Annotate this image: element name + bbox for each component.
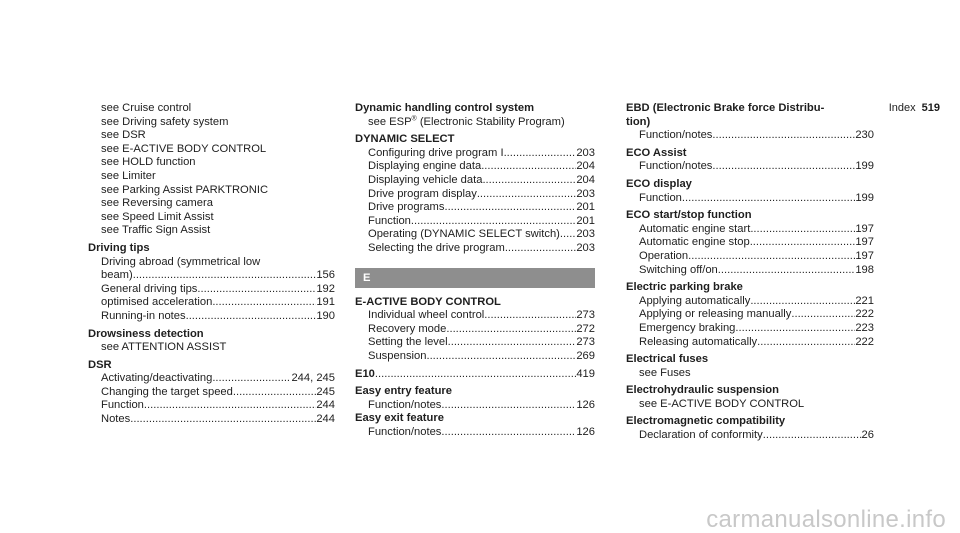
subentry-label: Recovery mode	[368, 322, 447, 335]
index-entry-dsr	[88, 359, 335, 427]
subentry[interactable]	[626, 264, 874, 278]
page-ref[interactable]: 244	[316, 413, 335, 426]
page-ref[interactable]: 272	[576, 322, 595, 335]
page-ref[interactable]: 26	[861, 429, 874, 442]
entry-heading: Electromagnetic compatibility	[626, 415, 786, 428]
page-ref[interactable]: 244	[316, 399, 335, 412]
entry-heading: Easy exit feature	[355, 412, 444, 425]
index-entry-driving-tips	[88, 242, 335, 324]
subentry[interactable]	[88, 372, 335, 386]
dot-leader	[560, 228, 576, 242]
subentry-label: Individual wheel control	[368, 309, 485, 322]
index-entry-ebd	[626, 102, 874, 143]
subentry-label: Setting the level	[368, 336, 448, 349]
page-ref[interactable]: 191	[316, 296, 335, 309]
page-ref[interactable]: 273	[576, 336, 595, 349]
page-ref[interactable]: 204	[576, 160, 595, 173]
watermark: carmanualsonline.info	[706, 506, 946, 533]
subentry[interactable]	[355, 174, 595, 188]
page-ref[interactable]: 156	[316, 269, 335, 282]
subentry-label: Drive programs	[368, 201, 445, 214]
dot-leader	[477, 188, 577, 202]
subentry[interactable]	[88, 386, 335, 400]
see-reference[interactable]: see Driving safety system	[101, 115, 229, 128]
dot-leader	[750, 223, 855, 237]
index-column-3	[626, 102, 874, 443]
subentry[interactable]	[355, 426, 595, 440]
subentry[interactable]	[355, 350, 595, 364]
page-header	[889, 102, 940, 116]
see-reference[interactable]: see Limiter	[101, 169, 156, 182]
subentry-label: Displaying engine data	[368, 160, 482, 173]
index-entry-e10	[355, 368, 595, 382]
entry-heading: EBD (Electronic Brake force Distribu-	[626, 102, 825, 114]
page-ref[interactable]: 198	[855, 263, 874, 276]
see-reference[interactable]: see Cruise control	[101, 102, 192, 114]
see-reference[interactable]	[355, 116, 595, 130]
subentry[interactable]	[88, 399, 335, 413]
registered-mark: ®	[411, 114, 417, 122]
page-ref[interactable]: 199	[855, 191, 874, 204]
subentry-label: Emergency braking	[639, 321, 736, 334]
subentry[interactable]	[626, 250, 874, 264]
index-entry-eco-start-stop	[626, 209, 874, 277]
subentry-label: Function	[101, 399, 144, 412]
subentry[interactable]	[355, 201, 595, 215]
dot-leader	[446, 323, 576, 337]
entry-heading: DSR	[88, 358, 112, 371]
see-reference[interactable]: see Reversing camera	[101, 197, 213, 210]
entry-heading: Electric parking brake	[626, 281, 743, 294]
dot-leader	[688, 250, 855, 264]
dot-leader	[441, 426, 576, 440]
page-ref[interactable]: 221	[855, 294, 874, 307]
page-ref[interactable]: 201	[576, 214, 595, 227]
index-entry-electrohydraulic	[626, 384, 874, 411]
entry-heading-continued: tion)	[626, 115, 651, 128]
dot-leader	[212, 372, 291, 386]
see-reference-text: (Electronic Stability Program)	[416, 115, 565, 128]
subentry-label: Running-in notes	[101, 309, 186, 322]
see-reference[interactable]: see Speed Limit Assist	[101, 210, 214, 223]
see-reference[interactable]: see E-ACTIVE BODY CONTROL	[639, 397, 805, 410]
dot-leader	[712, 160, 855, 174]
page-ref[interactable]: 197	[855, 236, 874, 249]
subentry-label: Function	[639, 191, 682, 204]
dot-leader	[411, 215, 576, 229]
see-reference[interactable]: see HOLD function	[101, 156, 196, 169]
dot-leader	[682, 192, 855, 206]
subentry[interactable]	[355, 215, 595, 229]
page-ref[interactable]: 269	[576, 349, 595, 362]
dot-leader	[481, 160, 576, 174]
dot-leader	[448, 336, 577, 350]
dot-leader	[484, 309, 576, 323]
dot-leader	[441, 399, 576, 413]
dot-leader	[130, 413, 316, 427]
subentry-label: Configuring drive program I	[368, 146, 504, 159]
dot-leader	[375, 368, 576, 382]
subentry-label: Changing the target speed	[101, 385, 233, 398]
page-ref[interactable]: 201	[576, 201, 595, 214]
entry-heading: Driving tips	[88, 241, 150, 254]
subentry-label: Releasing automatically	[639, 335, 758, 348]
page-ref[interactable]: 204	[576, 173, 595, 186]
see-reference[interactable]: see Parking Assist PARKTRONIC	[101, 183, 269, 196]
subentry[interactable]	[355, 242, 595, 256]
page-ref[interactable]: 199	[855, 160, 874, 173]
subentry-label: Automatic engine stop	[639, 236, 750, 249]
subentry-label: optimised acceleration	[101, 296, 213, 309]
subentry-label: Automatic engine start	[639, 222, 751, 235]
section-letter-bar: E	[355, 268, 595, 288]
dot-leader	[718, 264, 856, 278]
dot-leader	[763, 429, 862, 443]
page-ref[interactable]: 419	[576, 367, 595, 380]
subentry-label: beam)	[101, 269, 133, 282]
entry-heading: E10	[355, 367, 375, 380]
index-entry-drowsiness	[88, 328, 335, 355]
subentry[interactable]	[626, 236, 874, 250]
entry-heading: ECO start/stop function	[626, 209, 752, 222]
dot-leader	[791, 308, 855, 322]
subentry-label: Function/notes	[639, 160, 713, 173]
see-reference[interactable]: see DSR	[101, 129, 146, 142]
subentry[interactable]	[88, 283, 335, 297]
dot-leader	[757, 336, 855, 350]
see-reference[interactable]: see Fuses	[639, 366, 691, 379]
see-reference-text: see ESP	[368, 115, 412, 128]
entry-heading: Electrical fuses	[626, 353, 709, 366]
subentry-label: Function/notes	[368, 425, 442, 438]
dot-leader	[750, 236, 856, 250]
dot-leader	[482, 174, 576, 188]
index-entry-eco-assist	[626, 147, 874, 174]
page-ref[interactable]: 223	[855, 321, 874, 334]
subentry-label: Displaying vehicle data	[368, 173, 483, 186]
subentry[interactable]	[355, 160, 595, 174]
page-ref[interactable]: 203	[576, 146, 595, 159]
subentry-label: Function/notes	[368, 398, 442, 411]
page-ref[interactable]: 230	[855, 129, 874, 142]
page-ref[interactable]: 273	[576, 309, 595, 322]
subentry-label: Operating (DYNAMIC SELECT switch)	[368, 228, 560, 241]
subentry[interactable]	[88, 269, 335, 283]
dot-leader	[750, 295, 855, 309]
see-reference[interactable]: see Traffic Sign Assist	[101, 224, 211, 237]
page-ref[interactable]: 197	[855, 249, 874, 262]
dot-leader	[735, 322, 855, 336]
page-ref[interactable]: 190	[316, 309, 335, 322]
see-reference[interactable]: see ATTENTION ASSIST	[101, 341, 227, 354]
page-ref[interactable]: 245	[316, 385, 335, 398]
page-ref[interactable]: 244, 245	[291, 372, 335, 385]
subentry-wrap-text: Driving abroad (symmetrical low	[101, 255, 261, 268]
dot-leader	[444, 201, 576, 215]
subentry-label: Function	[368, 214, 411, 227]
index-entry-eco-display	[626, 178, 874, 205]
dot-leader	[426, 350, 576, 364]
subentry[interactable]	[355, 228, 595, 242]
index-entry-emc	[626, 415, 874, 442]
subentry[interactable]	[626, 429, 874, 443]
index-entry-parking-brake	[626, 281, 874, 349]
dot-leader	[712, 129, 855, 143]
page-ref[interactable]: 203	[576, 241, 595, 254]
index-entry-e-active	[355, 296, 595, 364]
entry-heading: Electrohydraulic suspension	[626, 384, 779, 397]
subentry[interactable]	[355, 309, 595, 323]
subentry-label: Applying automatically	[639, 294, 751, 307]
page-ref[interactable]: 203	[576, 187, 595, 200]
subentry[interactable]	[355, 399, 595, 413]
subentry-label: Notes	[101, 413, 131, 426]
page-ref[interactable]: 126	[576, 425, 595, 438]
subentry-label: Switching off/on	[639, 263, 718, 276]
subentry[interactable]	[626, 295, 874, 309]
index-entry-electrical-fuses	[626, 353, 874, 380]
dot-leader	[197, 283, 316, 297]
entry-heading: E-ACTIVE BODY CONTROL	[355, 295, 501, 308]
entry-heading: Drowsiness detection	[88, 327, 204, 340]
entry-heading: ECO display	[626, 177, 692, 190]
see-reference[interactable]: see E-ACTIVE BODY CONTROL	[101, 142, 267, 155]
page-ref[interactable]: 203	[576, 228, 595, 241]
subentry[interactable]	[626, 308, 874, 322]
page-ref[interactable]: 197	[855, 222, 874, 235]
subentry-label: General driving tips	[101, 282, 198, 295]
dot-leader	[212, 296, 316, 310]
dot-leader	[144, 399, 316, 413]
index-entry-dynamic-handling	[355, 102, 595, 129]
subentry[interactable]	[626, 192, 874, 206]
subentry[interactable]	[626, 129, 874, 143]
page-ref[interactable]: 222	[855, 335, 874, 348]
index-column-2	[355, 102, 595, 439]
dot-leader	[133, 269, 317, 283]
subentry[interactable]	[355, 336, 595, 350]
index-column-1	[88, 102, 335, 427]
page-number: 519	[921, 102, 940, 114]
index-entry-dynamic-select	[355, 133, 595, 255]
dot-leader	[505, 242, 577, 256]
subentry[interactable]	[626, 336, 874, 350]
entry-heading-with-page[interactable]	[355, 368, 595, 382]
header-title: Index	[888, 102, 916, 114]
entry-heading: ECO Assist	[626, 146, 687, 159]
dot-leader	[504, 147, 577, 161]
subentry[interactable]	[626, 160, 874, 174]
subentry[interactable]	[88, 413, 335, 427]
dot-leader	[186, 310, 317, 324]
subentry[interactable]	[355, 323, 595, 337]
page-ref[interactable]: 126	[576, 398, 595, 411]
subentry[interactable]	[355, 147, 595, 161]
entry-heading: Easy entry feature	[355, 385, 453, 398]
subentry-label: Suspension	[368, 349, 427, 362]
subentry[interactable]	[355, 188, 595, 202]
subentry-label: Declaration of conformity	[639, 429, 763, 442]
subentry[interactable]	[88, 296, 335, 310]
subentry-label: Applying or releasing manually	[639, 308, 792, 321]
subentry[interactable]	[626, 322, 874, 336]
page-ref[interactable]: 222	[855, 308, 874, 321]
dot-leader	[233, 386, 316, 400]
index-entry-cruise-refs	[88, 102, 335, 238]
subentry-label: Drive program display	[368, 187, 477, 200]
page-ref[interactable]: 192	[316, 282, 335, 295]
entry-heading: DYNAMIC SELECT	[355, 133, 455, 146]
subentry-label: Activating/deactivating	[101, 372, 213, 385]
subentry[interactable]	[88, 310, 335, 324]
subentry-label: Function/notes	[639, 129, 713, 142]
index-entry-easy-entry	[355, 385, 595, 412]
entry-heading: Dynamic handling control system	[355, 102, 535, 114]
subentry-label: Operation	[639, 249, 689, 262]
subentry[interactable]	[626, 223, 874, 237]
index-entry-easy-exit	[355, 412, 595, 439]
subentry-label: Selecting the drive program	[368, 241, 505, 254]
